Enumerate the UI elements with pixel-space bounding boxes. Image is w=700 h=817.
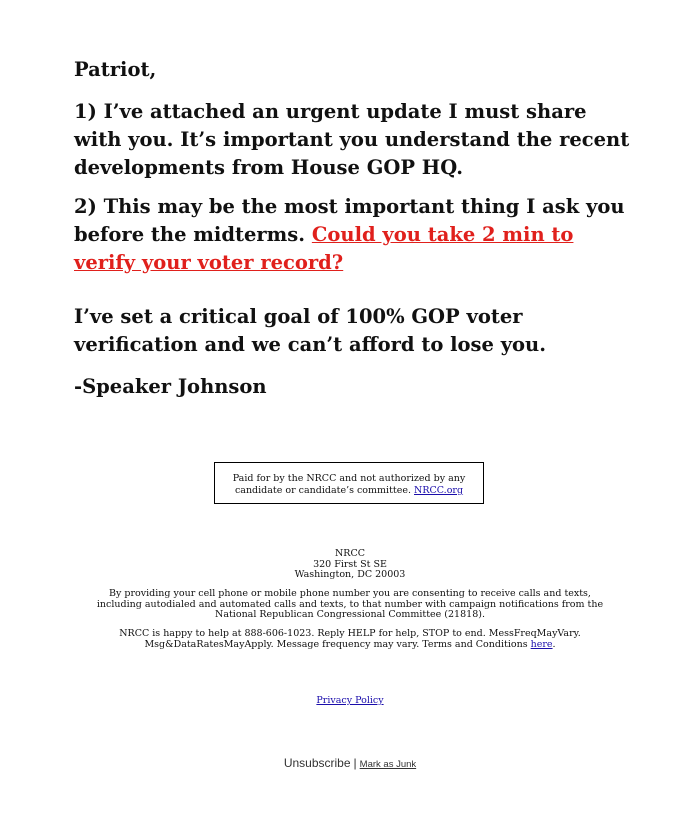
paragraph-verify xyxy=(74,193,634,277)
paid-for-disclaimer xyxy=(214,462,484,504)
disclaimer-text: Paid for by the NRCC and not authorized by any candidate or candidate’s committee. xyxy=(232,473,466,496)
terms-here-link[interactable]: here xyxy=(530,638,553,650)
unsubscribe-bar xyxy=(0,756,700,770)
mark-as-junk-link[interactable]: Mark as Junk xyxy=(359,759,417,770)
separator: | xyxy=(353,756,357,770)
paragraph-verify-text: 2) This may be the most important thing I ask you before the midterms. xyxy=(74,195,625,246)
unsubscribe-button[interactable]: Unsubscribe xyxy=(283,756,351,770)
nrcc-org-link[interactable]: NRCC.org xyxy=(414,485,464,496)
verify-voter-record-link[interactable]: Could you take 2 min to verify your voter record? xyxy=(74,223,574,274)
help-notice xyxy=(90,629,610,650)
help-text-end: . xyxy=(552,638,556,650)
greeting: Patriot, xyxy=(74,58,157,81)
city-address: Washington, DC 20003 xyxy=(294,569,406,580)
help-text: NRCC is happy to help at 888-606-1023. Reply HELP for help, STOP to end. MessFreqMayVary. Msg&DataRatesMayApply. Message frequency may vary. Terms and Conditions xyxy=(119,628,581,650)
consent-notice: By providing your cell phone or mobile phone number you are consenting to receive calls and texts, including autodialed and automated calls and texts, to that number with campaign notifications from the National Republican Congressional Committee (21818). xyxy=(96,588,604,620)
org-name: NRCC xyxy=(334,548,365,559)
paragraph-goal: I’ve set a critical goal of 100% GOP voter verification and we can’t afford to lose you. xyxy=(74,305,547,356)
email-message xyxy=(74,56,634,401)
footer-address xyxy=(90,549,610,581)
street-address: 320 First St SE xyxy=(313,558,387,570)
paragraph-update: 1) I’ve attached an urgent update I must share with you. It’s important you understand the recent developments from House GOP HQ. xyxy=(74,100,630,179)
privacy-policy-link[interactable]: Privacy Policy xyxy=(316,695,384,706)
signature: -Speaker Johnson xyxy=(74,375,267,398)
privacy-row xyxy=(90,696,610,707)
